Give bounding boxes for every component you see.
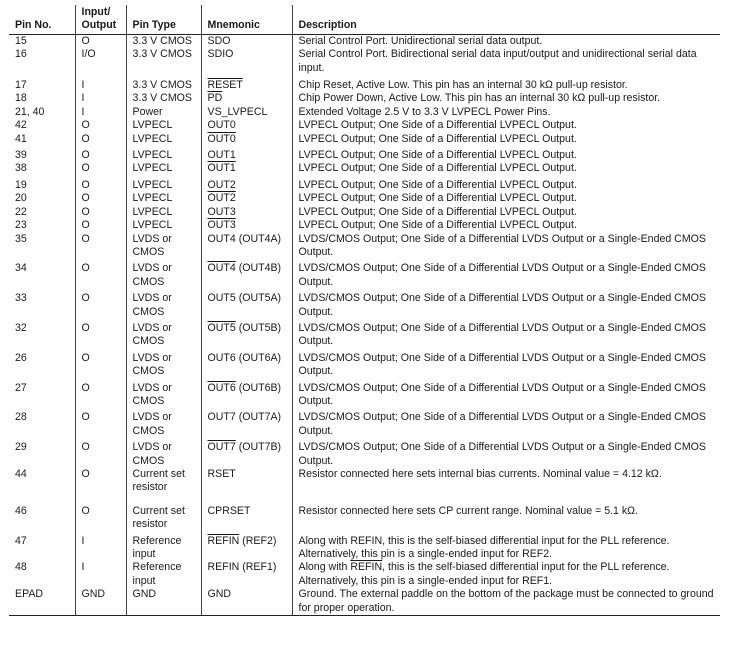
pin-number: 21, 40 (15, 105, 45, 118)
pin-number: 29 (15, 441, 27, 454)
pin-direction: I (75, 106, 126, 119)
description-text: Extended Voltage 2.5 V to 3.3 V LVPECL Power Pins. (298, 105, 551, 118)
pin-description (292, 468, 720, 495)
pin-direction: I (75, 92, 126, 105)
description-text: Chip Power Down, Active Low. This pin has an internal 30 kΩ pull-up resistor. (298, 92, 661, 105)
description-overbar-text: REFIN (350, 561, 383, 574)
table-body (9, 34, 720, 615)
mnemonic-text: OUT0 (207, 119, 236, 132)
mnemonic-text: OUT2 (207, 178, 236, 191)
pin-direction: I (75, 561, 126, 588)
pin-number: 47 (15, 534, 27, 547)
pin-mnemonic (201, 319, 292, 349)
mnemonic-text: OUT1 (207, 149, 236, 162)
description-text: Resistor connected here sets internal bias currents. Nominal value = 4.12 kΩ. (298, 468, 662, 480)
table-row (9, 495, 720, 532)
pin-type: LVPECL (126, 176, 201, 192)
pin-description (292, 176, 720, 192)
pin-type: LVPECL (126, 146, 201, 162)
pin-number: 46 (15, 504, 27, 517)
pin-mnemonic (201, 34, 292, 48)
mnemonic-text: GND (207, 588, 232, 601)
pin-number: 23 (15, 219, 27, 232)
pin-direction: O (75, 206, 126, 219)
mnemonic-text: SDIO (207, 48, 234, 61)
pin-description (292, 48, 720, 75)
pin-type: LVDS or CMOS (126, 289, 201, 319)
pin-type: LVPECL (126, 219, 201, 232)
pin-type: LVPECL (126, 206, 201, 219)
pin-number: 15 (15, 34, 27, 47)
pin-function-table (9, 5, 720, 616)
mnemonic-overbar-text: OUT7 (207, 441, 236, 454)
pin-number: 48 (15, 561, 27, 574)
mnemonic-overbar-text: OUT6 (207, 381, 236, 394)
pin-type: LVPECL (126, 119, 201, 132)
pin-type: 3.3 V CMOS (126, 34, 201, 48)
pin-type: LVPECL (126, 162, 201, 175)
pin-type: 3.3 V CMOS (126, 92, 201, 105)
pin-direction: O (75, 34, 126, 48)
mnemonic-overbar-text: REFIN (207, 534, 240, 547)
pin-mnemonic (201, 192, 292, 205)
pin-mnemonic (201, 408, 292, 438)
pin-direction: O (75, 219, 126, 232)
description-text: LVPECL Output; One Side of a Differential LVPECL Output. (298, 205, 577, 218)
table-row (9, 176, 720, 192)
pin-type: LVDS or CMOS (126, 408, 201, 438)
pin-mnemonic (201, 438, 292, 468)
header-description: Description (292, 5, 720, 34)
description-prefix: Along with (298, 561, 351, 574)
pin-mnemonic (201, 468, 292, 495)
description-text: LVPECL Output; One Side of a Differential LVPECL Output. (298, 132, 577, 145)
mnemonic-suffix: (REF2) (239, 534, 277, 547)
pin-direction: O (75, 495, 126, 532)
mnemonic-overbar-text: OUT4 (207, 262, 236, 275)
table-row (9, 408, 720, 438)
pin-description (292, 162, 720, 175)
table-row (9, 561, 720, 588)
mnemonic-text: OUT4 (OUT4A) (207, 232, 282, 245)
description-text: LVPECL Output; One Side of a Differential LVPECL Output. (298, 178, 577, 191)
table-row (9, 588, 720, 615)
pin-description (292, 92, 720, 105)
pin-type: Reference input (126, 532, 201, 562)
pin-direction: GND (75, 588, 126, 615)
pin-number: 18 (15, 92, 27, 105)
description-text: LVDS/CMOS Output; One Side of a Differential LVDS Output or a Single-Ended CMOS Output. (298, 441, 706, 467)
pin-direction: O (75, 379, 126, 409)
mnemonic-text: OUT5 (OUT5A) (207, 292, 282, 305)
mnemonic-text: OUT3 (207, 205, 236, 218)
pin-direction: O (75, 438, 126, 468)
pin-type: Current set resistor (126, 495, 201, 532)
pin-mnemonic (201, 133, 292, 146)
description-text: Ground. The external paddle on the bottom of the package must be connected to ground for proper operation. (298, 588, 714, 614)
pin-type: LVDS or CMOS (126, 438, 201, 468)
pin-description (292, 206, 720, 219)
pin-mnemonic (201, 349, 292, 379)
mnemonic-text: VS_LVPECL (207, 105, 268, 118)
pin-description (292, 119, 720, 132)
pin-type: GND (126, 588, 201, 615)
table-row (9, 438, 720, 468)
pin-type: Power (126, 106, 201, 119)
pin-type: LVDS or CMOS (126, 379, 201, 409)
table-row (9, 468, 720, 495)
pin-number: 41 (15, 132, 27, 145)
pin-type: LVDS or CMOS (126, 349, 201, 379)
pin-direction: O (75, 349, 126, 379)
pin-description (292, 349, 720, 379)
description-text: LVDS/CMOS Output; One Side of a Differential LVDS Output or a Single-Ended CMOS Output. (298, 262, 706, 288)
pin-mnemonic (201, 495, 292, 532)
mnemonic-overbar-text: OUT3 (207, 219, 236, 232)
description-text: Chip Reset, Active Low. This pin has an internal 30 kΩ pull-up resistor. (298, 79, 628, 92)
table-row (9, 219, 720, 232)
table-row (9, 259, 720, 289)
pin-mnemonic (201, 588, 292, 615)
pin-description (292, 106, 720, 119)
mnemonic-overbar-text: OUT2 (207, 192, 236, 205)
mnemonic-text: REFIN (REF1) (207, 561, 277, 574)
pin-direction: O (75, 133, 126, 146)
pin-description (292, 319, 720, 349)
table-row (9, 349, 720, 379)
mnemonic-suffix: (OUT6B) (235, 381, 282, 394)
pin-direction: O (75, 119, 126, 132)
pin-mnemonic (201, 379, 292, 409)
pin-number: 44 (15, 468, 27, 480)
description-text: LVPECL Output; One Side of a Differential LVPECL Output. (298, 119, 577, 132)
pin-description (292, 438, 720, 468)
pin-type: LVPECL (126, 192, 201, 205)
description-text: LVPECL Output; One Side of a Differential LVPECL Output. (298, 192, 577, 205)
description-text: LVDS/CMOS Output; One Side of a Differential LVDS Output or a Single-Ended CMOS Output. (298, 351, 706, 378)
pin-description (292, 289, 720, 319)
pin-number: 39 (15, 149, 27, 162)
table-row (9, 119, 720, 132)
description-text: LVDS/CMOS Output; One Side of a Differential LVDS Output or a Single-Ended CMOS Output. (298, 321, 706, 348)
pin-description (292, 233, 720, 260)
pin-mnemonic (201, 92, 292, 105)
pin-description (292, 192, 720, 205)
table-row (9, 379, 720, 409)
pin-number: 35 (15, 232, 27, 245)
pin-description (292, 75, 720, 92)
pin-description (292, 379, 720, 409)
pin-mnemonic (201, 162, 292, 175)
pin-mnemonic (201, 48, 292, 75)
pin-number: 38 (15, 162, 27, 175)
table-row (9, 146, 720, 162)
pin-direction: O (75, 259, 126, 289)
pin-number: 28 (15, 411, 27, 424)
pin-direction: O (75, 319, 126, 349)
pin-mnemonic (201, 206, 292, 219)
pin-mnemonic (201, 146, 292, 162)
pin-type: 3.3 V CMOS (126, 48, 201, 75)
pin-description (292, 146, 720, 162)
table-row (9, 233, 720, 260)
mnemonic-text: SDO (207, 34, 231, 47)
pin-mnemonic (201, 532, 292, 562)
pin-number: EPAD (9, 588, 75, 615)
pin-direction: I/O (75, 48, 126, 75)
pin-number: 32 (15, 321, 27, 334)
pin-mnemonic (201, 259, 292, 289)
table-row (9, 289, 720, 319)
description-text: LVDS/CMOS Output; One Side of a Differential LVDS Output or a Single-Ended CMOS Output. (298, 292, 706, 318)
pin-direction: O (75, 233, 126, 260)
mnemonic-text: CPRSET (207, 504, 251, 517)
pin-mnemonic (201, 106, 292, 119)
pin-type: LVPECL (126, 133, 201, 146)
pin-number: 42 (15, 119, 27, 132)
table-row (9, 532, 720, 562)
table-row (9, 192, 720, 205)
pin-direction: O (75, 468, 126, 495)
description-text: LVPECL Output; One Side of a Differential LVPECL Output. (298, 162, 577, 175)
pin-number: 34 (15, 262, 27, 275)
pin-description (292, 588, 720, 615)
pin-mnemonic (201, 289, 292, 319)
description-text: Serial Control Port. Bidirectional serial data input/output and unidirectional serial data input. (298, 48, 697, 74)
mnemonic-overbar-text: OUT5 (207, 321, 236, 334)
pin-mnemonic (201, 176, 292, 192)
mnemonic-suffix: (OUT7B) (235, 441, 282, 454)
pin-mnemonic (201, 75, 292, 92)
pin-number: 22 (15, 205, 27, 218)
pin-number: 19 (15, 178, 27, 191)
pin-type: LVDS or CMOS (126, 319, 201, 349)
pin-description (292, 219, 720, 232)
pin-type: Current set resistor (126, 468, 201, 495)
pin-number: 16 (15, 48, 27, 61)
header-input-output: Input/ Output (75, 5, 126, 34)
pin-mnemonic (201, 119, 292, 132)
pin-direction: O (75, 146, 126, 162)
pin-number: 27 (15, 381, 27, 394)
table-header-row (9, 5, 720, 34)
header-pin-no: Pin No. (9, 5, 75, 34)
pin-number: 20 (15, 192, 27, 205)
mnemonic-overbar-text: OUT0 (207, 132, 236, 145)
pin-type: 3.3 V CMOS (126, 75, 201, 92)
header-pin-type: Pin Type (126, 5, 201, 34)
pin-description (292, 133, 720, 146)
table-row (9, 75, 720, 92)
mnemonic-overbar-text: $\overline{PD}$ (207, 92, 223, 105)
table-row (9, 206, 720, 219)
mnemonic-overbar-text: OUT1 (207, 162, 236, 175)
mnemonic-text: OUT6 (OUT6A) (207, 351, 282, 364)
pin-number: 26 (15, 351, 27, 364)
table-row (9, 34, 720, 48)
pin-type: LVDS or CMOS (126, 259, 201, 289)
table-row (9, 133, 720, 146)
pin-mnemonic (201, 233, 292, 260)
pin-description (292, 495, 720, 532)
mnemonic-suffix: (OUT4B) (235, 262, 282, 275)
pin-direction: O (75, 176, 126, 192)
description-text: LVPECL Output; One Side of a Differential LVPECL Output. (298, 149, 577, 162)
pin-description (292, 408, 720, 438)
pin-direction: O (75, 289, 126, 319)
description-text: LVDS/CMOS Output; One Side of a Differential LVDS Output or a Single-Ended CMOS Output. (298, 381, 706, 407)
pin-direction: O (75, 408, 126, 438)
pin-number: 17 (15, 79, 27, 92)
pin-direction: O (75, 192, 126, 205)
pin-description (292, 532, 720, 562)
table-row (9, 162, 720, 175)
mnemonic-text: RSET (207, 468, 236, 480)
description-text: Along with REFIN, this is the self-biased differential input for the PLL reference. Alternatively, this pin is a single-ended input for REF2. (298, 534, 670, 561)
description-text: LVDS/CMOS Output; One Side of a Differential LVDS Output or a Single-Ended CMOS Output. (298, 232, 706, 258)
mnemonic-suffix: (OUT5B) (235, 321, 282, 334)
description-text: Serial Control Port. Unidirectional serial data output. (298, 34, 543, 47)
pin-type: LVDS or CMOS (126, 233, 201, 260)
table-row (9, 48, 720, 75)
pin-number: 33 (15, 292, 27, 305)
description-text: , this is the self-biased differential input for the PLL reference. Alternatively, this pin is a single-ended input for REF1. (298, 561, 670, 587)
pin-direction: I (75, 75, 126, 92)
description-text: LVPECL Output; One Side of a Differential LVPECL Output. (298, 219, 577, 232)
pin-description (292, 34, 720, 48)
description-text: LVDS/CMOS Output; One Side of a Differential LVDS Output or a Single-Ended CMOS Output. (298, 411, 706, 437)
table-row (9, 106, 720, 119)
mnemonic-overbar-text: RESET (207, 79, 243, 92)
pin-direction: I (75, 532, 126, 562)
description-text: Resistor connected here sets CP current range. Nominal value = 5.1 kΩ. (298, 504, 639, 517)
pin-direction: O (75, 162, 126, 175)
table-row (9, 92, 720, 105)
pin-mnemonic (201, 561, 292, 588)
pin-mnemonic (201, 219, 292, 232)
pin-type: Reference input (126, 561, 201, 588)
pin-description (292, 259, 720, 289)
pin-description (292, 561, 720, 588)
header-mnemonic: Mnemonic (201, 5, 292, 34)
table-row (9, 319, 720, 349)
mnemonic-text: OUT7 (OUT7A) (207, 411, 282, 424)
